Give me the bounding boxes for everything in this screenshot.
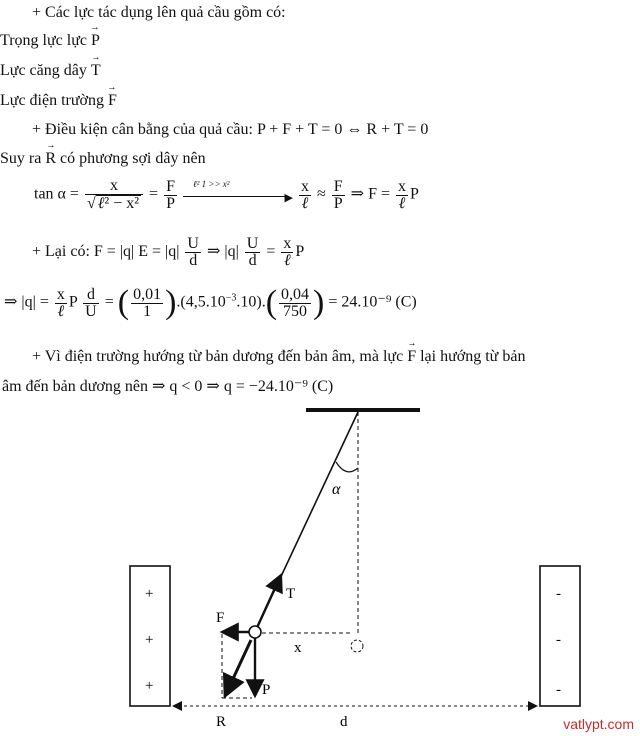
text-line-conclusion: âm đến bản dương nên ⇒ q < 0 ⇒ q = −24.10⁻⁹ (C) <box>2 378 334 395</box>
tension-label: Lực căng dây <box>0 62 87 79</box>
tan-alpha-lhs: tan α = <box>34 185 79 203</box>
resultant-prefix: Suy ra <box>0 150 42 167</box>
d-label: d <box>340 714 348 730</box>
equilibrium-label: + Điều kiện cân bằng của quả cầu: <box>32 121 253 138</box>
fraction-x-l-4: $\frac{x}{\text{ℓ}}$ <box>56 285 65 320</box>
equation-force-charge: + Lại có: F = |q| E = |q| $\frac{U}{d}$ ⇒ |q| $\frac{U}{d}$ = $\frac{x}{\text{ℓ}}$ P <box>32 235 305 269</box>
charge-result: = 24.10⁻⁹ (C) <box>328 293 417 311</box>
direction-part-b: lại hướng từ bản <box>420 348 526 365</box>
resultant-arrow <box>225 640 251 696</box>
equilibrium-equation: P + F + T = 0 ⇔ R + T = 0 <box>256 121 429 138</box>
fraction-001-1: $\frac{0,01}{1}$ <box>133 285 162 320</box>
minus-sign-2: - <box>556 632 561 648</box>
d-arrow-left <box>172 701 182 711</box>
text-line-forces-intro: + Các lực tác dụng lên quả cầu gồm có: <box>32 4 286 21</box>
plus-sign-2: + <box>145 632 154 648</box>
fraction-f-p-2: $\frac{F}{P}$ <box>333 177 343 212</box>
equation-tan-alpha: tan α = $\frac{x}{\text{√ ℓ² − x²}}$ = $\frac{F}{P}$ ℓ² 1 >> x² ▶ $\frac{x}{\text{ℓ}}$ ≈ $\frac{F}{P}$ ⇒ F = $\frac{x}{\text{ℓ}}$ P <box>34 177 419 212</box>
fraction-d-u: $\frac{d}{U}$ <box>85 285 97 320</box>
fraction-004-750: $\frac{0,04}{750}$ <box>281 285 310 320</box>
minus-sign-1: - <box>556 586 561 602</box>
fraction-f-p: $\frac{F}{P}$ <box>166 177 175 212</box>
fraction-u-d-2: $\frac{U}{d}$ <box>246 235 259 269</box>
vector-r: → R <box>45 150 56 168</box>
plus-sign-1: + <box>145 586 154 602</box>
vector-t: → T <box>91 62 101 80</box>
fraction-x-l: $\frac{x}{\text{ℓ}}$ <box>300 177 309 212</box>
plus-sign-3: + <box>145 678 154 694</box>
direction-part-a: + Vì điện trường hướng từ bản dương đến bản âm, mà lực <box>32 348 404 365</box>
vector-f-2: → F <box>407 348 416 366</box>
d-arrow-right <box>528 701 538 711</box>
force-charge-prefix: + Lại có: F = |q| E = |q| <box>32 243 180 261</box>
tension-arrow <box>255 575 281 632</box>
equilibrium-ball <box>351 640 363 652</box>
minus-sign-3: - <box>556 682 561 698</box>
resultant-label: R <box>216 714 227 730</box>
fraction-x-sqrt: $\frac{x}{\text{√ ℓ² − x²}}$ <box>85 178 143 212</box>
fraction-u-d: $\frac{U}{d}$ <box>187 235 199 269</box>
force-label: F <box>216 610 225 626</box>
charged-ball <box>249 626 261 638</box>
gravity-label: Trọng lực lực <box>0 32 87 49</box>
vector-f: → F <box>108 92 117 110</box>
approx-arrow-label: ℓ² 1 >> x² <box>192 179 230 189</box>
angle-arc <box>336 462 358 472</box>
equation-charge-value: ⇒ |q| = $\frac{x}{\text{ℓ}}$ P $\frac{d}{U}$ = ( $\frac{0,01}{1}$ )$.(4,5.10^{-3}.10)$.( $\frac{0,04}{750}$ ) = 24.10⁻⁹ (C) <box>4 284 417 321</box>
fraction-x-l-3: $\frac{x}{\text{ℓ}}$ <box>283 235 292 269</box>
tension-label: T <box>286 586 296 602</box>
electric-force-label: Lực điện trường <box>0 92 104 109</box>
fraction-x-l-2: $\frac{x}{\text{ℓ}}$ <box>397 177 406 212</box>
angle-label: α <box>332 481 341 498</box>
watermark-text: vatlypt.com <box>563 716 634 732</box>
x-label: x <box>294 640 302 656</box>
approx-arrow: ℓ² 1 >> x² ▶ <box>183 187 293 203</box>
vector-p: → P <box>91 32 100 50</box>
weight-label: P <box>262 682 271 698</box>
resultant-suffix: có phương sợi dây nên <box>60 150 206 167</box>
